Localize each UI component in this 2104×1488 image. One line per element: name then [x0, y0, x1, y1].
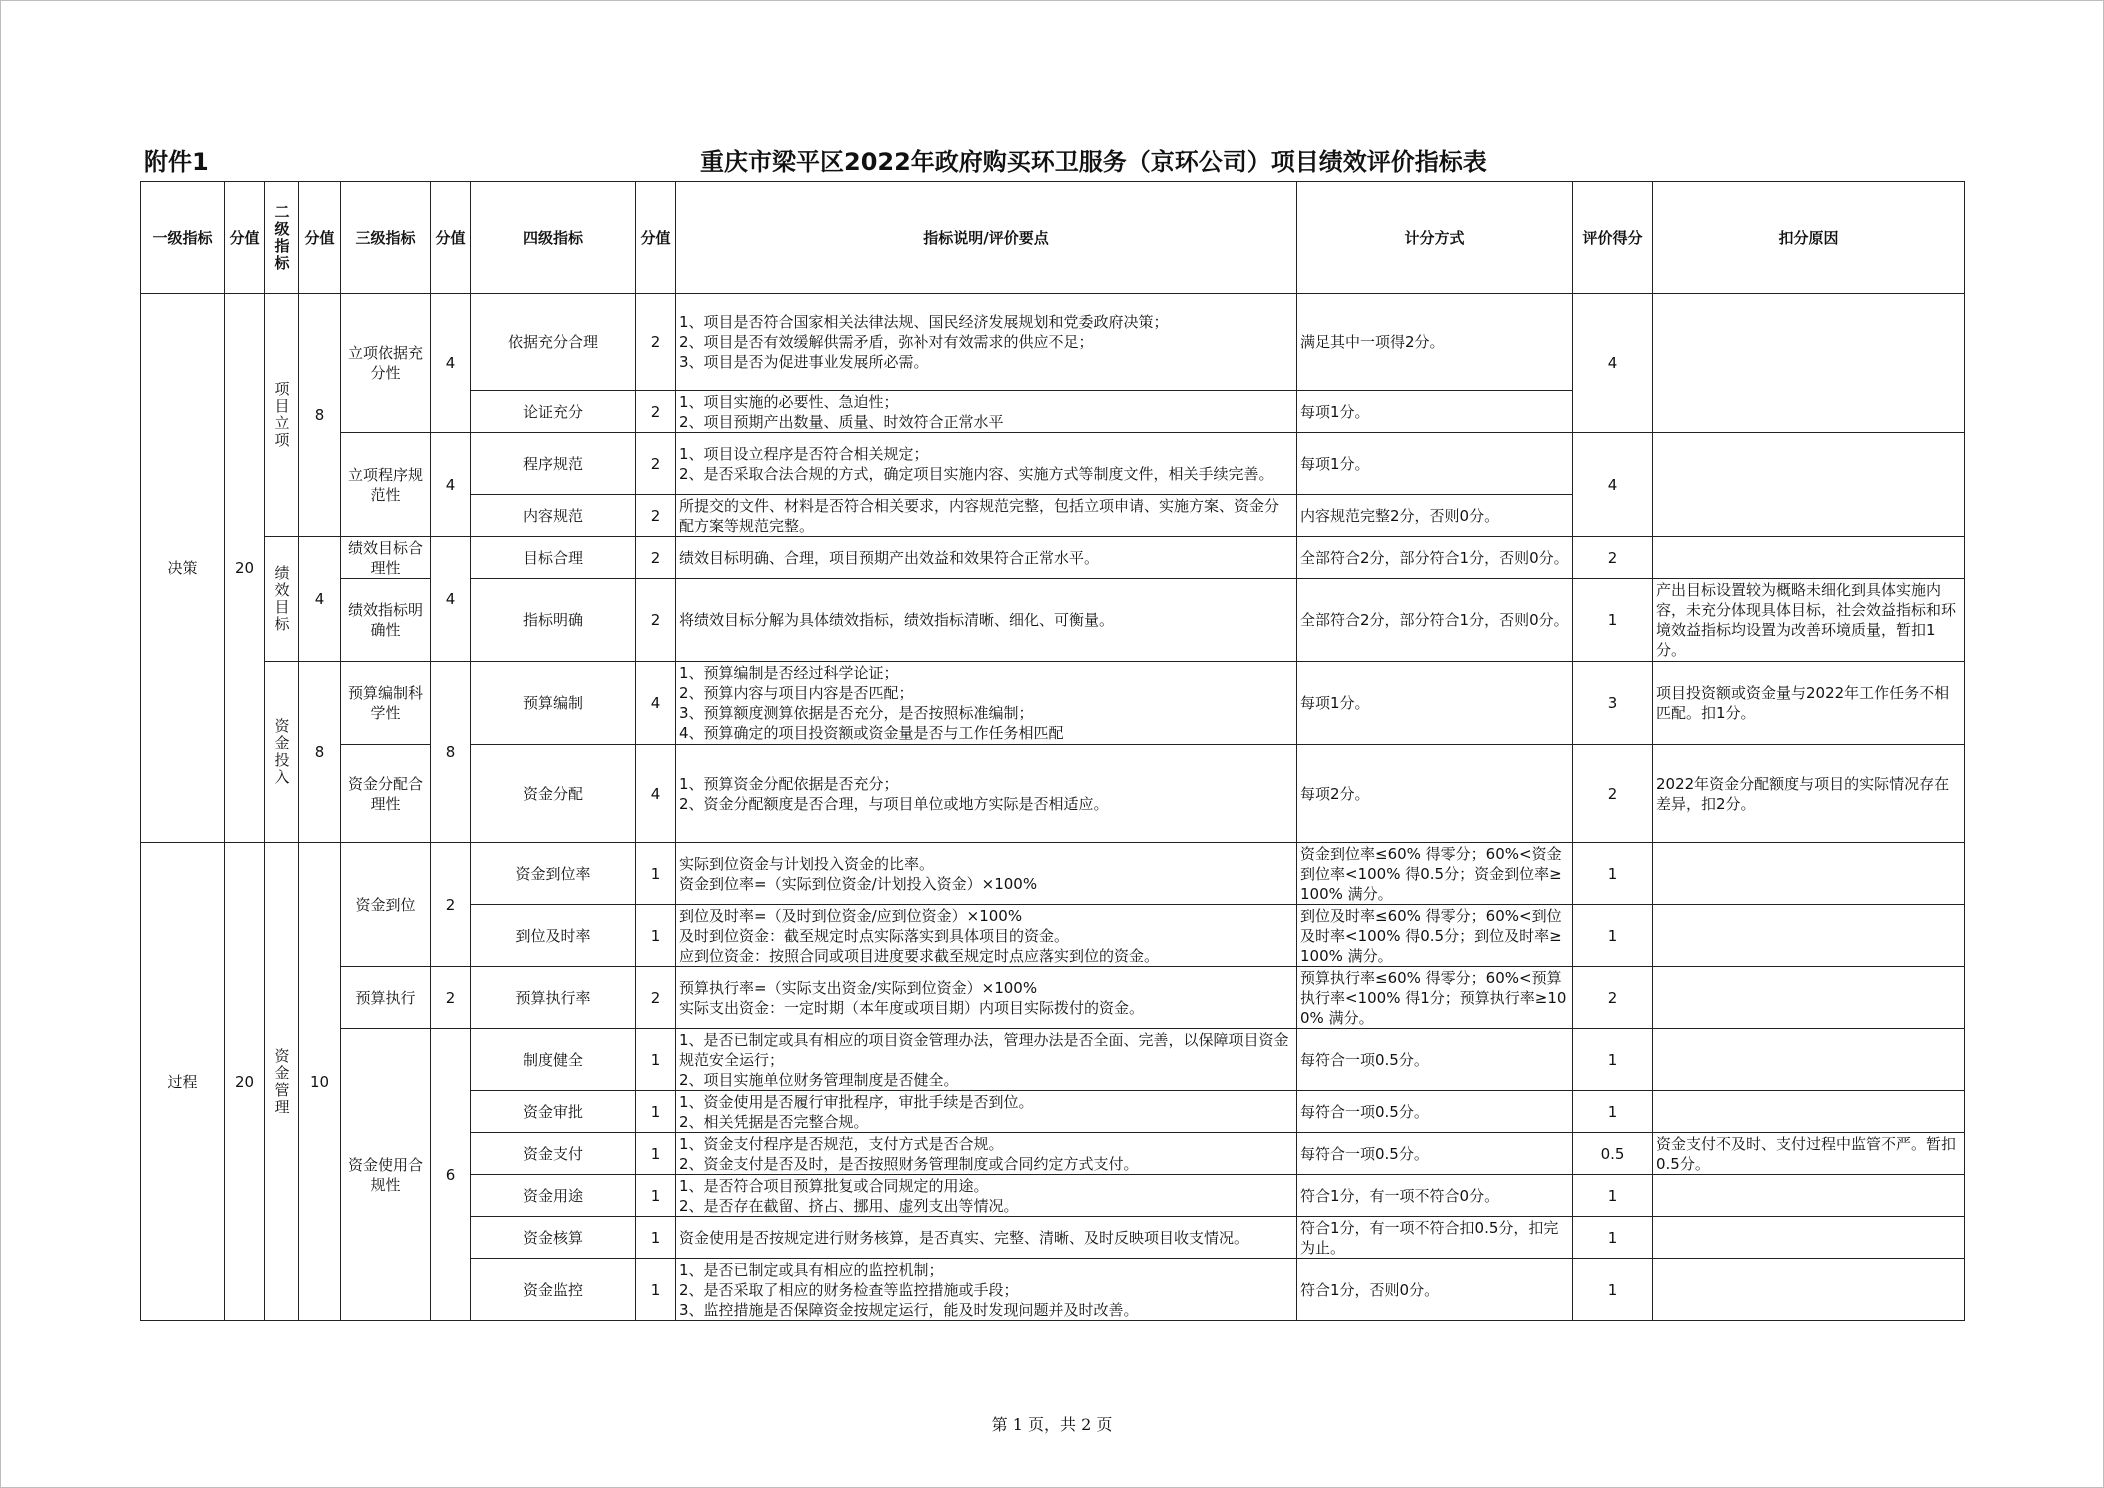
l3-budget: 预算编制科学性 — [341, 662, 431, 745]
l1-decision: 决策 — [141, 294, 225, 843]
l1-process: 过程 — [141, 843, 225, 1321]
l3-basis: 立项依据充分性 — [341, 294, 431, 433]
l4-name: 预算编制 — [471, 662, 636, 745]
deduction-reason: 资金支付不及时、支付过程中监管不严。暂扣0.5分。 — [1653, 1133, 1965, 1175]
l4-name: 预算执行率 — [471, 967, 636, 1029]
scoring-method: 全部符合2分，部分符合1分，否则0分。 — [1297, 579, 1573, 662]
l2-project-score: 8 — [299, 294, 341, 537]
l4-name: 内容规范 — [471, 495, 636, 537]
l4-score: 1 — [636, 1029, 676, 1091]
page-title: 重庆市梁平区2022年政府购买环卫服务（京环公司）项目绩效评价指标表 — [700, 148, 1487, 176]
l4-score: 2 — [636, 294, 676, 391]
l4-score: 1 — [636, 1259, 676, 1321]
l3-target-clear: 绩效指标明确性 — [341, 579, 431, 662]
result-score: 2 — [1573, 967, 1653, 1029]
result-score: 1 — [1573, 905, 1653, 967]
deduction-reason — [1653, 1029, 1965, 1091]
scoring-method: 内容规范完整2分，否则0分。 — [1297, 495, 1573, 537]
scoring-method: 每项2分。 — [1297, 745, 1573, 843]
l4-score: 2 — [636, 495, 676, 537]
scoring-method: 全部符合2分，部分符合1分，否则0分。 — [1297, 537, 1573, 579]
result-score: 1 — [1573, 1029, 1653, 1091]
l3-target-reason: 绩效目标合理性 — [341, 537, 431, 579]
l4-score: 1 — [636, 1133, 676, 1175]
result-score: 3 — [1573, 662, 1653, 745]
scoring-method: 每项1分。 — [1297, 662, 1573, 745]
deduction-reason: 2022年资金分配额度与项目的实际情况存在差异，扣2分。 — [1653, 745, 1965, 843]
l4-name: 程序规范 — [471, 433, 636, 495]
description: 1、资金使用是否履行审批程序，审批手续是否到位。 2、相关凭据是否完整合规。 — [676, 1091, 1297, 1133]
evaluation-table — [140, 181, 1965, 1321]
scoring-method: 资金到位率≤60% 得零分；60%<资金到位率<100% 得0.5分；资金到位率≥100% 满分。 — [1297, 843, 1573, 905]
table-row — [141, 967, 1965, 1029]
l4-name: 论证充分 — [471, 391, 636, 433]
l3-procedure-score: 4 — [431, 433, 471, 537]
l4-score: 2 — [636, 537, 676, 579]
scoring-method: 符合1分，有一项不符合0分。 — [1297, 1175, 1573, 1217]
l4-name: 目标合理 — [471, 537, 636, 579]
result-score: 1 — [1573, 579, 1653, 662]
attachment-label: 附件1 — [144, 148, 209, 176]
deduction-reason — [1653, 1259, 1965, 1321]
table-row — [141, 1029, 1965, 1091]
l3-procedure: 立项程序规范性 — [341, 433, 431, 537]
col-header: 二级指标 — [265, 182, 299, 294]
l4-score: 1 — [636, 843, 676, 905]
result-score: 1 — [1573, 1217, 1653, 1259]
l4-score: 1 — [636, 1217, 676, 1259]
l4-name: 资金审批 — [471, 1091, 636, 1133]
l2-fund-input-score: 8 — [299, 662, 341, 843]
l4-score: 2 — [636, 967, 676, 1029]
col-header: 扣分原因 — [1653, 182, 1965, 294]
scoring-method: 预算执行率≤60% 得零分；60%<预算执行率<100% 得1分；预算执行率≥100% 满分。 — [1297, 967, 1573, 1029]
l4-name: 资金监控 — [471, 1259, 636, 1321]
deduction-reason — [1653, 1175, 1965, 1217]
col-header: 指标说明/评价要点 — [676, 182, 1297, 294]
result-score: 0.5 — [1573, 1133, 1653, 1175]
description: 1、预算编制是否经过科学论证； 2、预算内容与项目内容是否匹配； 3、预算额度测算依据是否充分，是否按照标准编制； 4、预算确定的项目投资额或资金量是否与工作任务相匹配 — [676, 662, 1297, 745]
header-row — [141, 182, 1965, 294]
l4-score: 2 — [636, 391, 676, 433]
description: 绩效目标明确、合理，项目预期产出效益和效果符合正常水平。 — [676, 537, 1297, 579]
l1-decision-score: 20 — [225, 294, 265, 843]
description: 将绩效目标分解为具体绩效指标，绩效指标清晰、细化、可衡量。 — [676, 579, 1297, 662]
l4-score: 1 — [636, 1175, 676, 1217]
deduction-reason — [1653, 1091, 1965, 1133]
l4-name: 资金核算 — [471, 1217, 636, 1259]
l3-alloc: 资金分配合理性 — [341, 745, 431, 843]
page-footer: 第 1 页，共 2 页 — [991, 1415, 1113, 1434]
col-header: 四级指标 — [471, 182, 636, 294]
col-header: 三级指标 — [341, 182, 431, 294]
l4-name: 制度健全 — [471, 1029, 636, 1091]
l3-exec: 预算执行 — [341, 967, 431, 1029]
col-header: 评价得分 — [1573, 182, 1653, 294]
deduction-reason: 产出目标设置较为概略未细化到具体实施内容，未充分体现具体目标，社会效益指标和环境效益指标均设置为改善环境质量，暂扣1分。 — [1653, 579, 1965, 662]
l2-project: 项目立项 — [265, 294, 299, 537]
l4-score: 2 — [636, 433, 676, 495]
scoring-method: 每项1分。 — [1297, 391, 1573, 433]
l3-usage-score: 6 — [431, 1029, 471, 1321]
result-score: 4 — [1573, 433, 1653, 537]
l4-score: 2 — [636, 579, 676, 662]
col-header: 分值 — [225, 182, 265, 294]
scoring-method: 满足其中一项得2分。 — [1297, 294, 1573, 391]
l4-name: 资金到位率 — [471, 843, 636, 905]
description: 所提交的文件、材料是否符合相关要求，内容规范完整，包括立项申请、实施方案、资金分配方案等规范完整。 — [676, 495, 1297, 537]
scoring-method: 每符合一项0.5分。 — [1297, 1091, 1573, 1133]
scoring-method: 符合1分，否则0分。 — [1297, 1259, 1573, 1321]
table-row — [141, 433, 1965, 495]
deduction-reason — [1653, 537, 1965, 579]
description: 1、预算资金分配依据是否充分； 2、资金分配额度是否合理，与项目单位或地方实际是否相适应。 — [676, 745, 1297, 843]
description: 1、项目实施的必要性、急迫性； 2、项目预期产出数量、质量、时效符合正常水平 — [676, 391, 1297, 433]
result-score: 1 — [1573, 1259, 1653, 1321]
table-row — [141, 745, 1965, 843]
result-score: 1 — [1573, 1175, 1653, 1217]
l3-arrival-score: 2 — [431, 843, 471, 967]
deduction-reason — [1653, 967, 1965, 1029]
result-score: 2 — [1573, 745, 1653, 843]
description: 实际到位资金与计划投入资金的比率。 资金到位率=（实际到位资金/计划投入资金）×100% — [676, 843, 1297, 905]
l2-target: 绩效目标 — [265, 537, 299, 662]
col-header: 分值 — [299, 182, 341, 294]
description: 1、是否已制定或具有相应的项目资金管理办法，管理办法是否全面、完善，以保障项目资金规范安全运行； 2、项目实施单位财务管理制度是否健全。 — [676, 1029, 1297, 1091]
description: 1、项目是否符合国家相关法律法规、国民经济发展规划和党委政府决策； 2、项目是否有效缓解供需矛盾，弥补对有效需求的供应不足； 3、项目是否为促进事业发展所必需。 — [676, 294, 1297, 391]
result-score: 2 — [1573, 537, 1653, 579]
col-header: 分值 — [636, 182, 676, 294]
scoring-method: 每项1分。 — [1297, 433, 1573, 495]
result-score: 4 — [1573, 294, 1653, 433]
description: 1、项目设立程序是否符合相关规定； 2、是否采取合法合规的方式，确定项目实施内容、实施方式等制度文件，相关手续完善。 — [676, 433, 1297, 495]
table-row — [141, 294, 1965, 391]
table-row — [141, 662, 1965, 745]
l3-usage: 资金使用合规性 — [341, 1029, 431, 1321]
l4-name: 依据充分合理 — [471, 294, 636, 391]
deduction-reason — [1653, 433, 1965, 537]
l3-exec-score: 2 — [431, 967, 471, 1029]
deduction-reason — [1653, 294, 1965, 433]
l4-name: 资金分配 — [471, 745, 636, 843]
l4-score: 1 — [636, 1091, 676, 1133]
l4-score: 1 — [636, 905, 676, 967]
l4-score: 4 — [636, 662, 676, 745]
scoring-method: 符合1分，有一项不符合扣0.5分，扣完为止。 — [1297, 1217, 1573, 1259]
l4-name: 指标明确 — [471, 579, 636, 662]
scoring-method: 每符合一项0.5分。 — [1297, 1029, 1573, 1091]
scoring-method: 每符合一项0.5分。 — [1297, 1133, 1573, 1175]
l2-fund-mgmt: 资金管理 — [265, 843, 299, 1321]
deduction-reason — [1653, 843, 1965, 905]
l2-fund-input: 资金投入 — [265, 662, 299, 843]
result-score: 1 — [1573, 843, 1653, 905]
l3-target-score: 4 — [431, 537, 471, 662]
col-header: 一级指标 — [141, 182, 225, 294]
l2-fund-mgmt-score: 10 — [299, 843, 341, 1321]
l3-basis-score: 4 — [431, 294, 471, 433]
table-row — [141, 537, 1965, 579]
description: 1、是否符合项目预算批复或合同规定的用途。 2、是否存在截留、挤占、挪用、虚列支出等情况。 — [676, 1175, 1297, 1217]
result-score: 1 — [1573, 1091, 1653, 1133]
col-header: 计分方式 — [1297, 182, 1573, 294]
description: 1、是否已制定或具有相应的监控机制； 2、是否采取了相应的财务检查等监控措施或手段； 3、监控措施是否保障资金按规定运行，能及时发现问题并及时改善。 — [676, 1259, 1297, 1321]
l2-target-score: 4 — [299, 537, 341, 662]
deduction-reason — [1653, 1217, 1965, 1259]
deduction-reason: 项目投资额或资金量与2022年工作任务不相匹配。扣1分。 — [1653, 662, 1965, 745]
l4-score: 4 — [636, 745, 676, 843]
l4-name: 到位及时率 — [471, 905, 636, 967]
l4-name: 资金支付 — [471, 1133, 636, 1175]
l3-fund-input-score: 8 — [431, 662, 471, 843]
description: 预算执行率=（实际支出资金/实际到位资金）×100% 实际支出资金：一定时期（本年度或项目期）内项目实际拨付的资金。 — [676, 967, 1297, 1029]
description: 1、资金支付程序是否规范，支付方式是否合规。 2、资金支付是否及时，是否按照财务管理制度或合同约定方式支付。 — [676, 1133, 1297, 1175]
col-header: 分值 — [431, 182, 471, 294]
scoring-method: 到位及时率≤60% 得零分；60%<到位及时率<100% 得0.5分；到位及时率≥100% 满分。 — [1297, 905, 1573, 967]
l1-process-score: 20 — [225, 843, 265, 1321]
deduction-reason — [1653, 905, 1965, 967]
table-row — [141, 579, 1965, 662]
description: 到位及时率=（及时到位资金/应到位资金）×100% 及时到位资金：截至规定时点实际落实到具体项目的资金。 应到位资金：按照合同或项目进度要求截至规定时点应落实到位的资金。 — [676, 905, 1297, 967]
l4-name: 资金用途 — [471, 1175, 636, 1217]
l3-arrival: 资金到位 — [341, 843, 431, 967]
description: 资金使用是否按规定进行财务核算，是否真实、完整、清晰、及时反映项目收支情况。 — [676, 1217, 1297, 1259]
table-row — [141, 843, 1965, 905]
